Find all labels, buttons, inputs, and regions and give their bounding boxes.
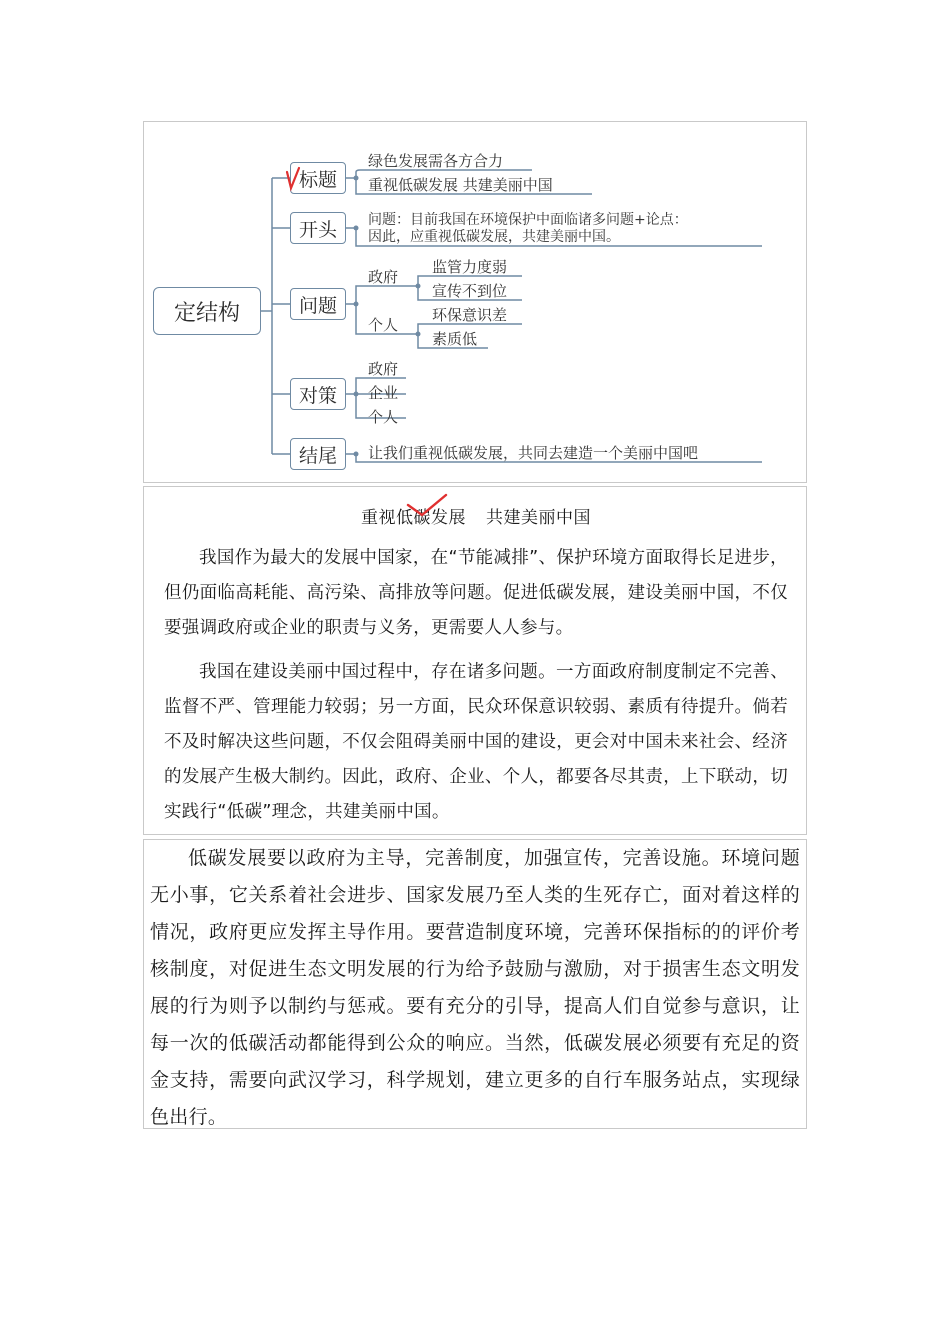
essay-paragraph-1: 我国作为最大的发展中国家，在“节能减排”、保护环境方面取得长足进步，但仍面临高耗能、高污染、高排放等问题。促进低碳发展，建设美丽中国，不仅要强调政府或企业的职责与义务，更需要人人参与。 xyxy=(164,548,788,638)
essay-panel-2 xyxy=(143,839,807,1129)
problem-ind-item-1: 环保意识差 xyxy=(432,306,508,324)
node-ending: 结尾 xyxy=(290,438,346,470)
problem-group-government: 政府 xyxy=(368,268,399,286)
solution-item-2: 企业 xyxy=(368,384,399,402)
essay-title xyxy=(144,503,808,528)
node-opening: 开头 xyxy=(290,212,346,244)
opening-item-2: 因此，应重视低碳发展，共建美丽中国。 xyxy=(368,229,620,245)
check-mark-icon xyxy=(284,166,302,192)
node-solution: 对策 xyxy=(290,378,346,410)
opening-item-1: 问题：目前我国在环境保护中面临诸多问题+论点： xyxy=(368,212,688,228)
check-mark-icon xyxy=(406,493,448,519)
mindmap-panel xyxy=(143,121,807,483)
problem-gov-item-1: 监管力度弱 xyxy=(432,258,508,276)
essay-paragraph-3: 低碳发展要以政府为主导，完善制度，加强宣传，完善设施。环境问题无小事，它关系着社会进步、国家发展乃至人类的生死存亡，面对着这样的情况，政府更应发挥主导作用。要营造制度环境，完善环保指标的的评价考核制度，对促进生态文明发展的行为给予鼓励与激励，对于损害生态文明发展的行为则予以制约与惩戒。要有充分的引导，提高人们自觉参与意识，让每一次的低碳活动都能得到公众的响应。当然，低碳发展必须要有充足的资金支持，需要向武汉学习，科学规划，建立更多的自行车服务站点，实现绿色出行。 xyxy=(150,847,800,1128)
problem-gov-item-2: 宣传不到位 xyxy=(432,282,508,300)
node-problem: 问题 xyxy=(290,288,346,320)
title-item-2: 重视低碳发展 共建美丽中国 xyxy=(368,176,553,194)
title-item-1: 绿色发展需各方合力 xyxy=(368,152,504,170)
essay-title-right: 共建美丽中国 xyxy=(486,508,591,528)
ending-item-1: 让我们重视低碳发展，共同去建造一个美丽中国吧 xyxy=(368,444,699,462)
essay-paragraph-2: 我国在建设美丽中国过程中，存在诸多问题。一方面政府制度制定不完善、监督不严、管理能力较弱；另一方面，民众环保意识较弱、素质有待提升。倘若不及时解决这些问题，不仅会阻碍美丽中国的建设，更会对中国未来社会、经济的发展产生极大制约。因此，政府、企业、个人，都要各尽其责，上下联动，切实践行“低碳”理念，共建美丽中国。 xyxy=(164,662,788,822)
problem-group-individual: 个人 xyxy=(368,316,399,334)
solution-item-3: 个人 xyxy=(368,408,399,426)
solution-item-1: 政府 xyxy=(368,360,399,378)
mindmap-root: 定结构 xyxy=(153,287,261,335)
node-title: 标题 xyxy=(290,162,346,194)
problem-ind-item-2: 素质低 xyxy=(432,330,478,348)
essay-panel-1 xyxy=(143,486,807,835)
essay-title-left: 重视低碳发展 xyxy=(361,508,466,528)
